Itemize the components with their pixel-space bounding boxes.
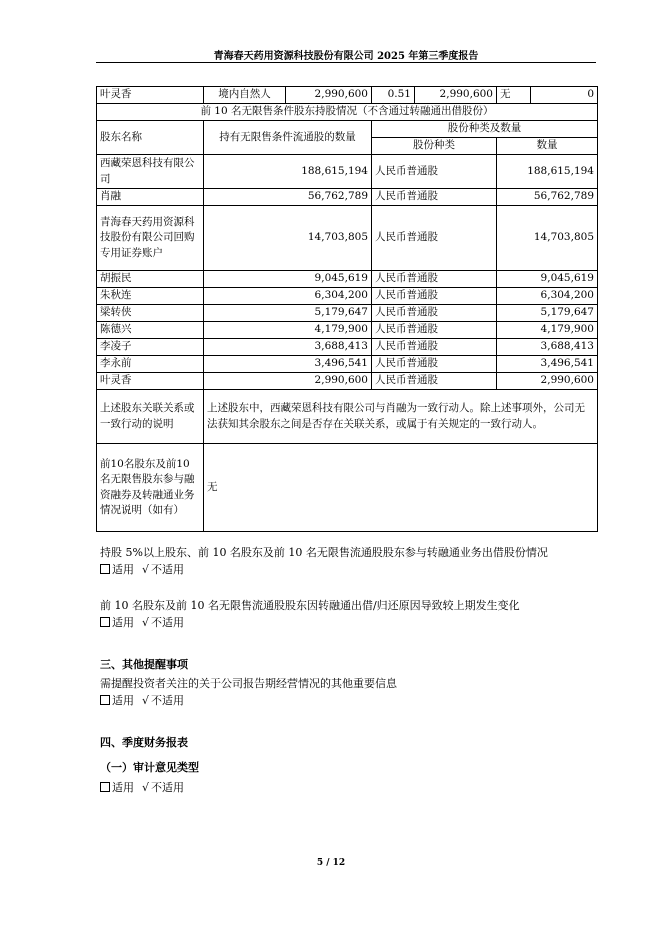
holder-qty: 3,688,413 [204, 339, 372, 356]
holder-qty: 9,045,619 [204, 271, 372, 288]
col-header-type-group: 股份种类及数量 [372, 121, 598, 138]
holder-name: 朱秋连 [97, 288, 204, 305]
holder-share-type: 人民币普通股 [372, 356, 497, 373]
holder-name: 青海春天药用资源科技股份有限公司回购专用证券账户 [97, 206, 204, 271]
check-icon: √ [142, 781, 150, 794]
table-row [97, 305, 598, 322]
page-number: 5 / 12 [316, 858, 346, 868]
holder-name: 陈德兴 [97, 322, 204, 339]
applicable-checkbox [100, 695, 110, 705]
table-row [97, 322, 598, 339]
section3-text: 需提醒投资者关注的关于公司报告期经营情况的其他重要信息 [100, 677, 397, 690]
holder-count: 5,179,647 [497, 305, 598, 322]
section4-title: 四、季度财务报表 [100, 736, 188, 749]
header-divider [96, 62, 596, 63]
change-title: 前 10 名股东及前 10 名无限售流通股股东因转融通出借/归还原因导致较上期发生变化 [100, 599, 520, 612]
lending-options: 适用 √ 不适用 [100, 561, 184, 578]
top-holder-status: 无 [497, 87, 531, 104]
holder-share-type: 人民币普通股 [372, 155, 497, 189]
table-row [97, 373, 598, 390]
report-header: 青海春天药用资源科技股份有限公司 2025 年第三季度报告 [213, 51, 479, 62]
applicable-checkbox [100, 617, 110, 627]
top-holder-name: 叶灵香 [97, 87, 204, 104]
holder-qty: 2,990,600 [204, 373, 372, 390]
holder-share-type: 人民币普通股 [372, 305, 497, 322]
holder-qty: 5,179,647 [204, 305, 372, 322]
relation-label: 上述股东关联关系或一致行动的说明 [97, 390, 204, 444]
section3-title: 三、其他提醒事项 [100, 658, 188, 671]
holder-name: 西藏荣恩科技有限公司 [97, 155, 204, 189]
table-row [97, 339, 598, 356]
col-header-count: 数量 [497, 138, 598, 155]
check-icon: √ [142, 616, 150, 629]
relation-text: 上述股东中，西藏荣恩科技有限公司与肖融为一致行动人。除上述事项外，公司无法获知其余股东之间是否存在关联关系，或属于有关规定的一致行动人。 [204, 390, 598, 444]
applicable-checkbox [100, 564, 110, 574]
top-holder-count: 0 [531, 87, 598, 104]
holder-name: 李永前 [97, 356, 204, 373]
change-options: 适用 √ 不适用 [100, 614, 184, 631]
table-row [97, 189, 598, 206]
top-holder-nature: 境内自然人 [204, 87, 286, 104]
table-row [97, 155, 598, 189]
holder-count: 2,990,600 [497, 373, 598, 390]
table-row [97, 356, 598, 373]
holder-share-type: 人民币普通股 [372, 189, 497, 206]
holder-count: 3,496,541 [497, 356, 598, 373]
section3-options: 适用 √ 不适用 [100, 692, 184, 709]
holder-count: 56,762,789 [497, 189, 598, 206]
section4-subtitle: （一）审计意见类型 [100, 761, 199, 774]
holder-share-type: 人民币普通股 [372, 206, 497, 271]
col-header-type: 股份种类 [372, 138, 497, 155]
margin-label: 前10名股东及前10名无限售股东参与融资融券及转融通业务情况说明（如有） [97, 444, 204, 532]
table-row [97, 288, 598, 305]
holder-name: 李凌子 [97, 339, 204, 356]
holder-name: 胡振民 [97, 271, 204, 288]
shareholder-table [96, 86, 598, 532]
holder-count: 3,688,413 [497, 339, 598, 356]
holder-share-type: 人民币普通股 [372, 373, 497, 390]
top-holder-ratio: 0.51 [372, 87, 415, 104]
holder-qty: 56,762,789 [204, 189, 372, 206]
holder-count: 4,179,900 [497, 322, 598, 339]
holder-name: 叶灵香 [97, 373, 204, 390]
holder-name: 梁转侠 [97, 305, 204, 322]
holder-qty: 3,496,541 [204, 356, 372, 373]
lending-title: 持股 5%以上股东、前 10 名股东及前 10 名无限售流通股股东参与转融通业务出借股份情况 [100, 546, 548, 559]
top-holder-row [97, 87, 598, 104]
section-title: 前 10 名无限售条件股东持股情况（不含通过转融通出借股份） [97, 104, 598, 121]
holder-share-type: 人民币普通股 [372, 339, 497, 356]
top-holder-restricted: 2,990,600 [415, 87, 497, 104]
col-header-qty: 持有无限售条件流通股的数量 [204, 121, 372, 155]
holder-qty: 188,615,194 [204, 155, 372, 189]
applicable-checkbox [100, 782, 110, 792]
holder-count: 14,703,805 [497, 206, 598, 271]
holder-qty: 6,304,200 [204, 288, 372, 305]
holder-name: 肖融 [97, 189, 204, 206]
holder-qty: 14,703,805 [204, 206, 372, 271]
margin-text: 无 [204, 444, 598, 532]
table-row [97, 271, 598, 288]
holder-qty: 4,179,900 [204, 322, 372, 339]
top-holder-shares: 2,990,600 [286, 87, 372, 104]
holder-count: 188,615,194 [497, 155, 598, 189]
holder-share-type: 人民币普通股 [372, 288, 497, 305]
check-icon: √ [142, 694, 150, 707]
col-header-name: 股东名称 [97, 121, 204, 155]
section4-options: 适用 √ 不适用 [100, 779, 184, 796]
holder-share-type: 人民币普通股 [372, 322, 497, 339]
table-row [97, 206, 598, 271]
holder-share-type: 人民币普通股 [372, 271, 497, 288]
holder-count: 6,304,200 [497, 288, 598, 305]
check-icon: √ [142, 563, 150, 576]
holder-count: 9,045,619 [497, 271, 598, 288]
